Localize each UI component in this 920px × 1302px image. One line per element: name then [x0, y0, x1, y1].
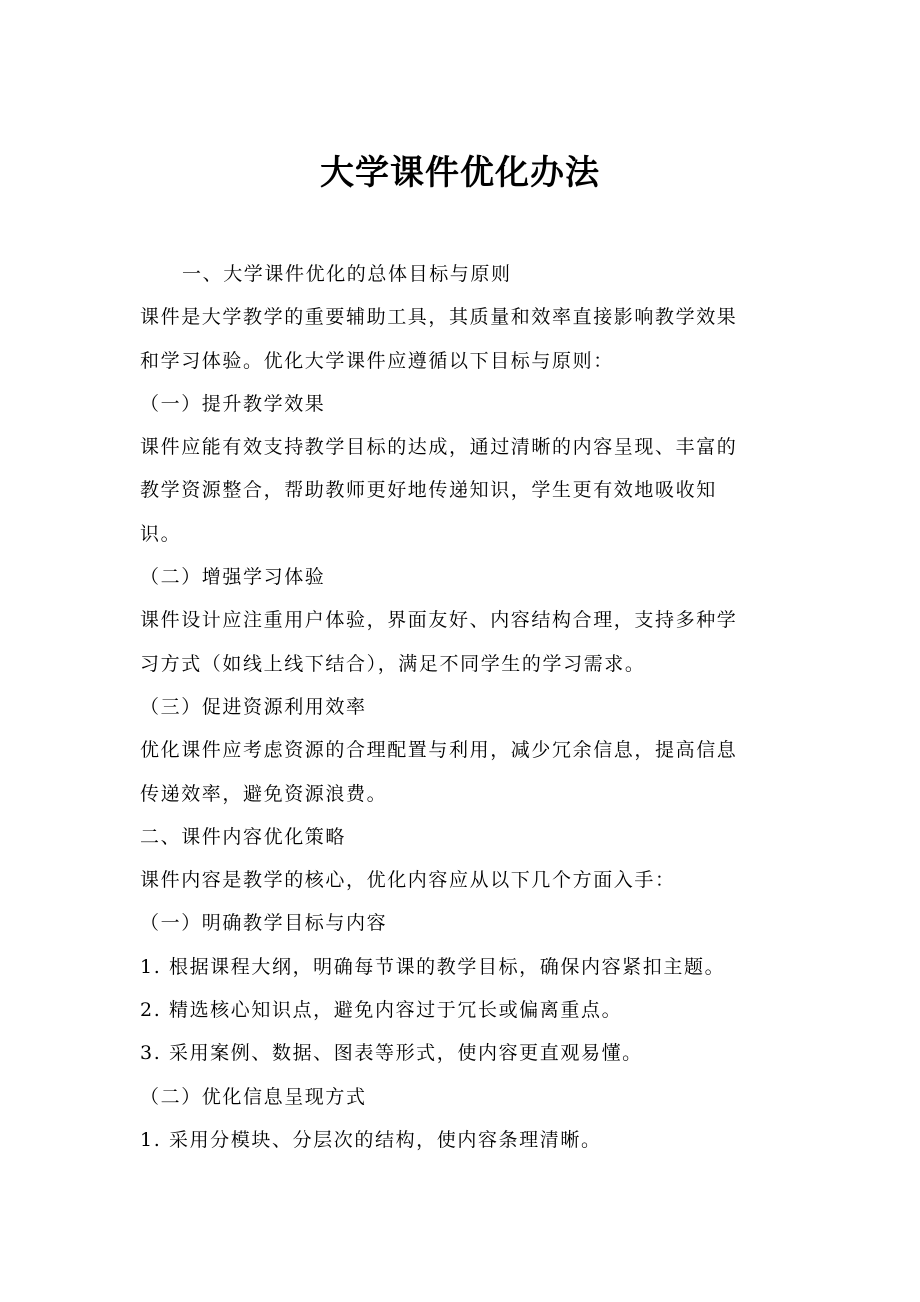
list-item: 1. 根据课程大纲，明确每节课的教学目标，确保内容紧扣主题。: [140, 955, 726, 978]
list-item: 1. 采用分模块、分层次的结构，使内容条理清晰。: [140, 1128, 602, 1151]
paragraph-line: 习方式（如线上线下结合），满足不同学生的学习需求。: [140, 652, 646, 675]
paragraph-line: 传递效率，避免资源浪费。: [140, 782, 388, 805]
subsection-heading: （一）提升教学效果: [140, 392, 326, 415]
section-heading-1: 一、大学课件优化的总体目标与原则: [182, 263, 512, 285]
subsection-heading: （二）优化信息呈现方式: [140, 1085, 367, 1108]
paragraph-line: 优化课件应考虑资源的合理配置与利用，减少冗余信息，提高信息: [140, 739, 738, 762]
paragraph-line: 课件内容是教学的核心，优化内容应从以下几个方面入手：: [140, 869, 676, 892]
section-heading-2: 二、课件内容优化策略: [140, 825, 347, 848]
subsection-heading: （二）增强学习体验: [140, 566, 326, 589]
subsection-heading: （三）促进资源利用效率: [140, 695, 367, 718]
paragraph-line: 课件应能有效支持教学目标的达成，通过清晰的内容呈现、丰富的: [140, 436, 738, 459]
paragraph-line: 识。: [140, 522, 182, 545]
paragraph-line: 课件是大学教学的重要辅助工具，其质量和效率直接影响教学效果: [140, 306, 738, 329]
subsection-heading: （一）明确教学目标与内容: [140, 912, 388, 935]
paragraph-line: 课件设计应注重用户体验，界面友好、内容结构合理，支持多种学: [140, 609, 738, 632]
list-item: 2. 精选核心知识点，避免内容过于冗长或偏离重点。: [140, 999, 623, 1022]
list-item: 3. 采用案例、数据、图表等形式，使内容更直观易懂。: [140, 1042, 643, 1065]
paragraph-line: 和学习体验。优化大学课件应遵循以下目标与原则：: [140, 349, 614, 372]
document-title: 大学课件优化办法: [320, 153, 600, 193]
document-body: [140, 253, 776, 1162]
paragraph-line: 教学资源整合，帮助教师更好地传递知识，学生更有效地吸收知: [140, 479, 717, 502]
